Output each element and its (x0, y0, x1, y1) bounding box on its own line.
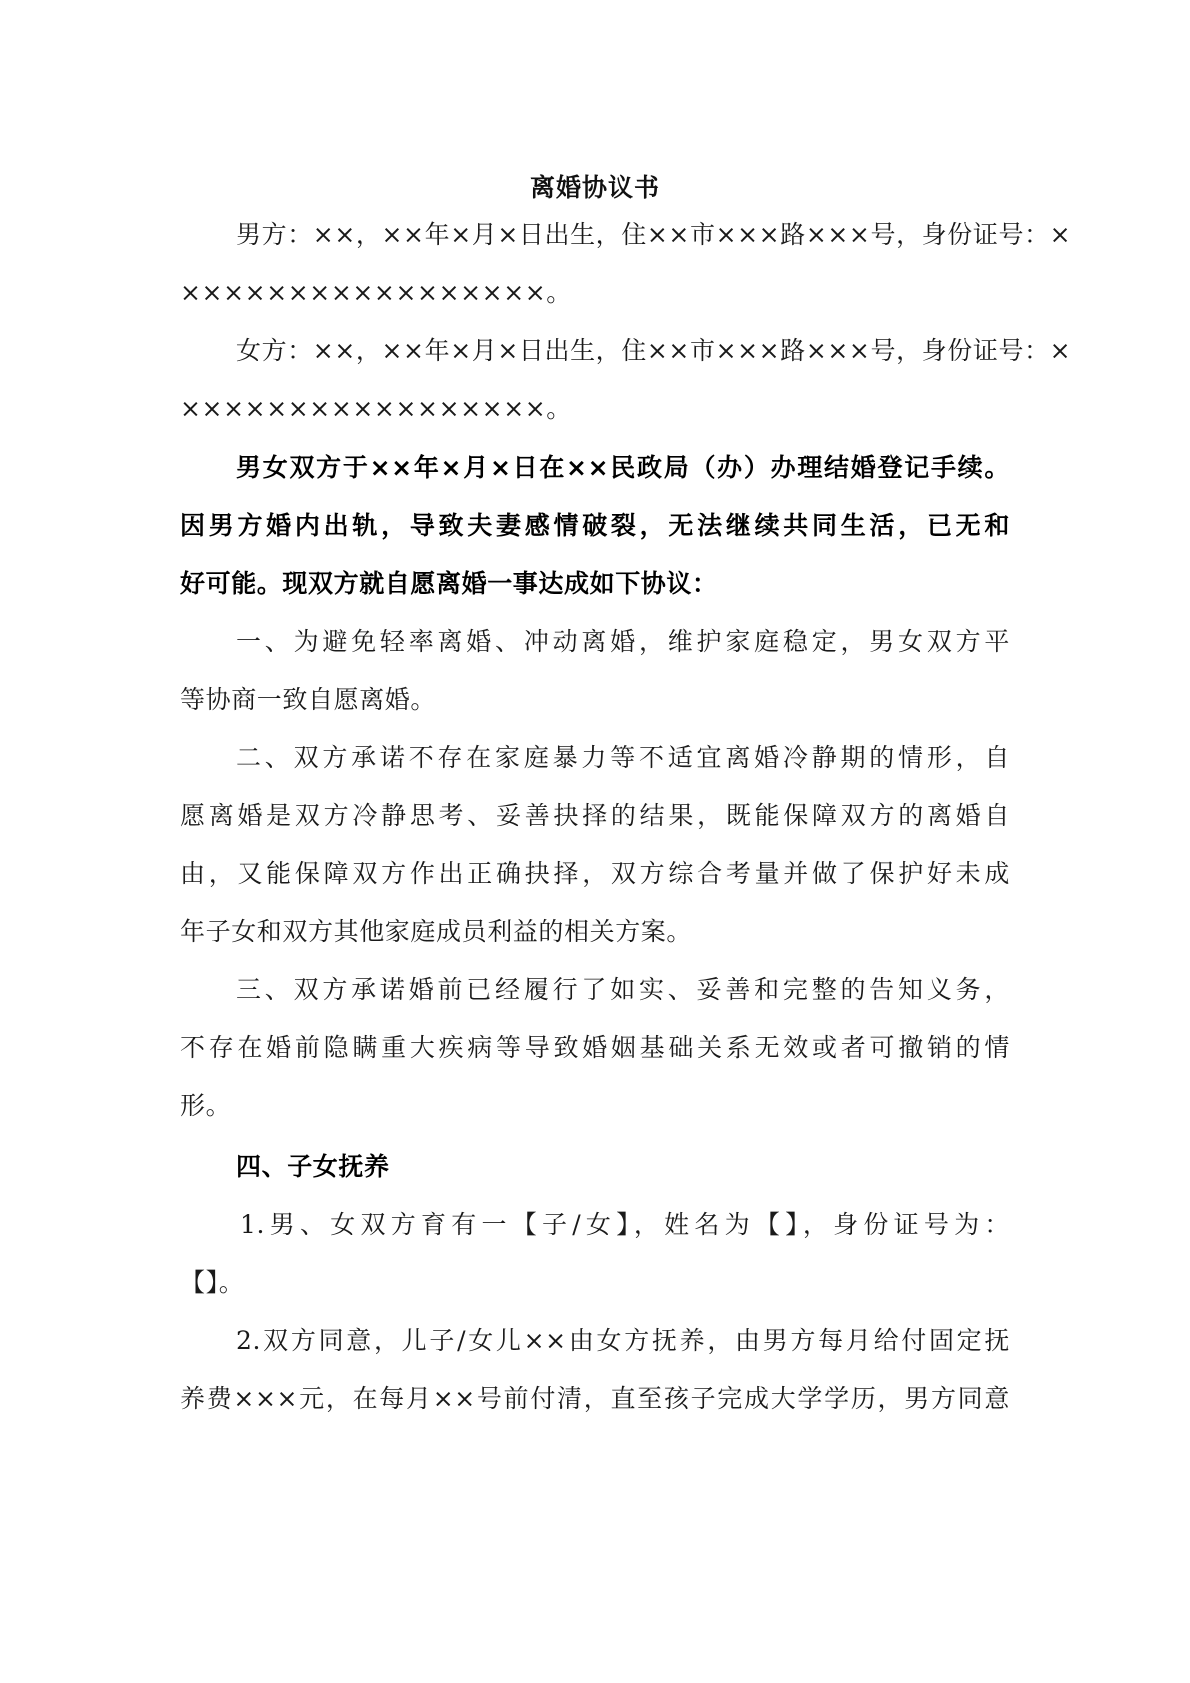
document-title: 离婚协议书 (529, 173, 660, 202)
custody-item-1-cont: 【】。 (180, 1268, 245, 1297)
clause-2-cont-1: 愿离婚是双方冷静思考、妥善抉择的结果，既能保障双方的离婚自 (180, 801, 1010, 830)
custody-item-2: 2.双方同意，儿子/女儿××由女方抚养，由男方每月给付固定抚 (236, 1326, 1010, 1355)
paragraph-marriage-registration: 男女双方于××年×月×日在××民政局（办）办理结婚登记手续。 (236, 453, 1010, 482)
custody-item-2-cont: 养费×××元，在每月××号前付清，直至孩子完成大学学历，男方同意 (180, 1384, 1010, 1413)
clause-1-cont: 等协商一致自愿离婚。 (180, 685, 437, 714)
clause-2-cont-2: 由，又能保障双方作出正确抉择，双方综合考量并做了保护好未成 (180, 859, 1010, 888)
clause-2-cont-3: 年子女和双方其他家庭成员利益的相关方案。 (180, 917, 693, 946)
paragraph-male-party-cont: ×××××××××××××××××。 (180, 278, 572, 307)
paragraph-male-party: 男方：××，××年×月×日出生，住××市×××路×××号，身份证号：× (236, 220, 1072, 249)
paragraph-female-party-cont: ×××××××××××××××××。 (180, 394, 572, 423)
clause-3: 三、双方承诺婚前已经履行了如实、妥善和完整的告知义务， (236, 975, 1010, 1004)
clause-2: 二、双方承诺不存在家庭暴力等不适宜离婚冷静期的情形，自 (236, 743, 1010, 772)
clause-3-cont-1: 不存在婚前隐瞒重大疾病等导致婚姻基础关系无效或者可撤销的情 (180, 1033, 1010, 1062)
paragraph-female-party: 女方：××，××年×月×日出生，住××市×××路×××号，身份证号：× (236, 336, 1072, 365)
clause-1: 一、为避免轻率离婚、冲动离婚，维护家庭稳定，男女双方平 (236, 627, 1010, 656)
section-heading-child-custody: 四、子女抚养 (236, 1152, 390, 1181)
paragraph-marriage-registration-cont: 因男方婚内出轨，导致夫妻感情破裂，无法继续共同生活，已无和 (180, 511, 1010, 540)
clause-3-cont-2: 形。 (180, 1091, 232, 1120)
custody-item-1: 1.男、女双方育有一【子/女】，姓名为【】，身份证号为： (240, 1210, 1010, 1239)
paragraph-marriage-registration-end: 好可能。现双方就自愿离婚一事达成如下协议： (180, 569, 718, 598)
